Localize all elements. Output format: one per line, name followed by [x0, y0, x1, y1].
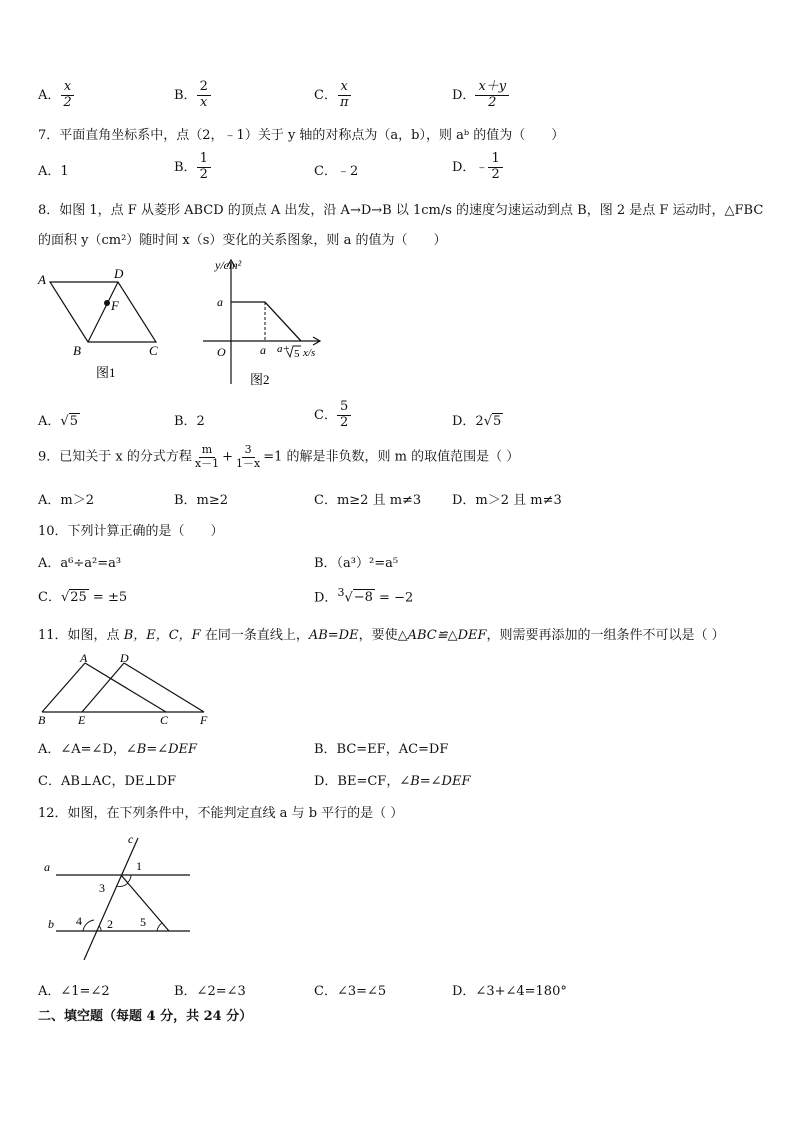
q7-option-a: A．1 [38, 164, 69, 179]
q7-option-c: C．﹣2 [314, 164, 359, 179]
angle-arc-2 [99, 926, 101, 931]
label-f: F [200, 713, 208, 725]
label-angle-2: 2 [107, 917, 113, 931]
label-e: E [78, 713, 86, 725]
label-b: B [38, 713, 46, 725]
q12-option-d: D．∠3+∠4=180° [452, 984, 567, 999]
q10-option-b: B．（a³）²=a⁵ [314, 556, 399, 571]
q9-option-a: A．m＞2 [38, 493, 94, 508]
angle-arc-4 [83, 920, 94, 931]
q12-option-c: C．∠3=∠5 [314, 984, 387, 999]
q9-option-c: C．m≥2 且 m≠3 [314, 493, 422, 508]
q11-option-d: D．BE=CF，∠B=∠DEF [314, 774, 471, 789]
segment-de [82, 663, 124, 712]
q9-option-b: B．m≥2 [174, 493, 229, 508]
q8-option-a: A．√5 [38, 414, 78, 429]
fraction: $\frac{x}{2}$ [60, 80, 74, 111]
label-d: D [114, 266, 124, 281]
q6-option-c: C． $\frac{x}{\pi}$ [314, 80, 352, 111]
q12-option-b: B．∠2=∠3 [174, 984, 246, 999]
label-a-y: a [217, 295, 223, 309]
fraction: $\frac{x}{\pi}$ [337, 80, 352, 111]
label-angle-3: 3 [99, 881, 105, 895]
q11-option-b: B．BC=EF，AC=DF [314, 742, 449, 757]
q9-stem: 9．已知关于 x 的分式方程 $\frac{m}{x-1}$ + $\frac{3}{1-x}$ =1 的解是非负数，则 m 的取值范围是（ ） [38, 443, 520, 470]
q11-stem: 11．如图，点 B，E，C，F 在同一条直线上，AB=DE，要使△ABC≌△DEF，则需要再添加的一组条件不可以是（ ） [38, 628, 725, 643]
graph-line [231, 302, 301, 341]
q11-figure [32, 650, 217, 725]
label-a-plus: a+ [277, 343, 290, 355]
label-d: D [120, 651, 129, 665]
section-heading: 二、填空题（每题 4 分，共 24 分） [38, 1009, 253, 1024]
label-angle-5: 5 [140, 915, 146, 929]
q6-option-d: D． $\frac{x+y}{2}$ [452, 80, 509, 111]
label-f: F [111, 298, 119, 313]
q10-option-d: D．$^3$√−8 = −2 [314, 586, 414, 606]
q7-option-b: B． $\frac{1}{2}$ [174, 152, 211, 183]
q11-option-a: A．∠A=∠D，∠B=∠DEF [38, 742, 198, 757]
label-a: A [38, 272, 46, 287]
q9-option-d: D．m＞2 且 m≠3 [452, 493, 562, 508]
label-b: B [73, 343, 81, 358]
q6-option-b: B． $\frac{2}{x}$ [174, 80, 211, 111]
q11-option-c: C．AB⊥AC，DE⊥DF [38, 774, 177, 789]
fraction: $\frac{x+y}{2}$ [475, 80, 509, 111]
segment-ab [42, 663, 85, 712]
q12-stem: 12．如图，在下列条件中，不能判定直线 a 与 b 平行的是（ ） [38, 806, 404, 821]
line-c [84, 838, 138, 960]
q8-figure-1 [30, 260, 180, 385]
point-f [104, 300, 110, 306]
q6-option-a: A． $\frac{x}{2}$ [38, 80, 75, 111]
q8-option-b: B．2 [174, 414, 205, 429]
label-angle-1: 1 [136, 859, 142, 873]
q8-figure-2 [195, 254, 335, 389]
fraction: $\frac{2}{x}$ [197, 80, 211, 111]
q10-option-c: C．√25 = ±5 [38, 590, 128, 605]
caption-fig1: 图1 [96, 365, 116, 380]
q8-option-c: C． $\frac{5}{2}$ [314, 400, 351, 431]
segment-df [124, 663, 204, 712]
caption-fig2: 图2 [250, 372, 270, 387]
label-angle-4: 4 [76, 914, 82, 928]
label-line-b: b [48, 917, 54, 931]
label-c: C [149, 343, 158, 358]
label-a: A [80, 651, 88, 665]
q10-stem: 10．下列计算正确的是（ ） [38, 524, 224, 539]
q12-option-a: A．∠1=∠2 [38, 984, 110, 999]
q8-option-d: D．2√5 [452, 414, 502, 429]
label-sqrt5: 5 [294, 348, 300, 360]
label-a-x: a [260, 343, 266, 357]
label-c: C [160, 713, 169, 725]
y-label: y/cm² [215, 258, 242, 272]
q10-option-a: A．a⁶÷a²=a³ [38, 556, 122, 571]
segment-ac [85, 663, 166, 712]
q7-option-d: D．﹣ $\frac{1}{2}$ [452, 152, 503, 183]
angle-arc-5 [157, 923, 162, 931]
q8-stem-line1: 8．如图 1，点 F 从菱形 ABCD 的顶点 A 出发，沿 A→D→B 以 1cm/s 的速度匀速运动到点 B，图 2 是点 F 运动时，△FBC [38, 203, 764, 218]
q12-figure [38, 828, 208, 968]
x-label: x/s [303, 347, 316, 359]
q8-stem-line2: 的面积 y（cm²）随时间 x（s）变化的关系图象，则 a 的值为（ ） [38, 233, 447, 248]
label-o: O [217, 345, 226, 359]
label-line-a: a [44, 860, 50, 874]
label-line-c: c [128, 832, 134, 846]
q7-stem: 7．平面直角坐标系中，点（2，﹣1）关于 y 轴的对称点为（a，b），则 aᵇ 的值为（ ） [38, 128, 565, 143]
